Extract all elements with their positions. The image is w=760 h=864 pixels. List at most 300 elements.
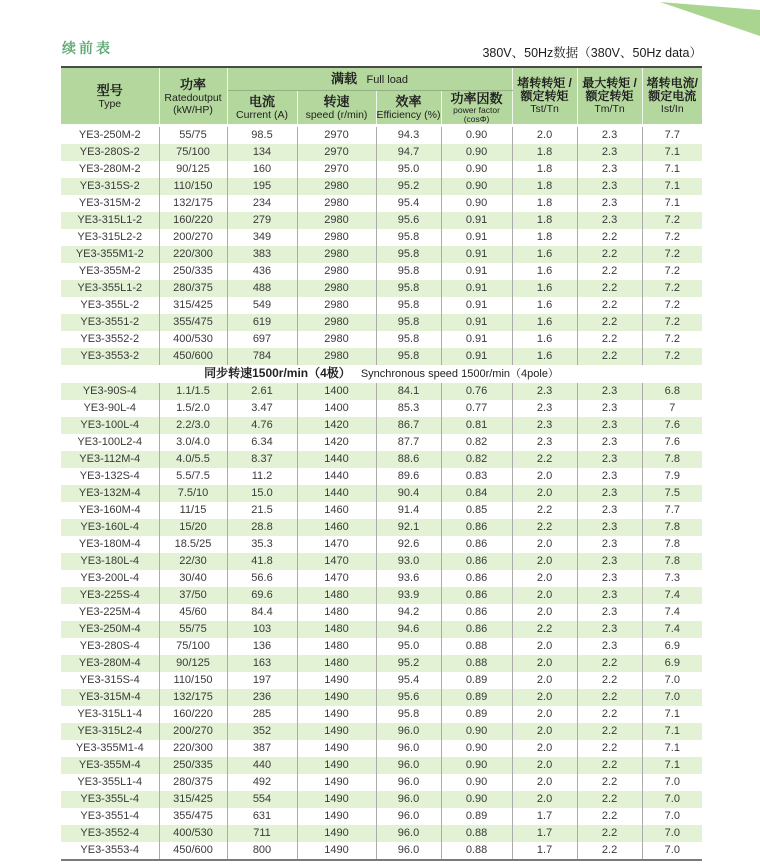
- spec-cell: 2.0: [512, 485, 577, 502]
- spec-cell: 1490: [297, 689, 376, 706]
- spec-row: [61, 621, 702, 638]
- spec-cell: 1.6: [512, 263, 577, 280]
- spec-cell: 96.0: [376, 723, 441, 740]
- spec-cell: 2.2: [577, 723, 642, 740]
- spec-cell: 2.3: [577, 161, 642, 178]
- spec-cell: 96.0: [376, 757, 441, 774]
- spec-cell: 2980: [297, 280, 376, 297]
- spec-cell: 492: [227, 774, 297, 791]
- spec-cell: 0.88: [441, 842, 512, 860]
- spec-row: [61, 144, 702, 161]
- spec-cell: 250/335: [159, 263, 227, 280]
- spec-cell: 1460: [297, 502, 376, 519]
- spec-cell: 2980: [297, 314, 376, 331]
- spec-cell: 383: [227, 246, 297, 263]
- spec-row: [61, 536, 702, 553]
- spec-cell: YE3-3553-4: [61, 842, 159, 860]
- col-header-efficiency-en: Efficiency (%): [376, 109, 441, 121]
- spec-cell: YE3-315S-2: [61, 178, 159, 195]
- spec-cell: YE3-355M1-2: [61, 246, 159, 263]
- spec-cell: YE3-315L2-4: [61, 723, 159, 740]
- spec-cell: 96.0: [376, 842, 441, 860]
- spec-cell: 2.2: [577, 263, 642, 280]
- spec-cell: 7.1: [642, 740, 702, 757]
- spec-cell: 75/100: [159, 144, 227, 161]
- spec-cell: 22/30: [159, 553, 227, 570]
- spec-cell: YE3-132M-4: [61, 485, 159, 502]
- spec-cell: 2.3: [577, 485, 642, 502]
- spec-cell: 1490: [297, 825, 376, 842]
- col-header-efficiency-cn: 效率: [395, 94, 422, 109]
- spec-cell: 8.37: [227, 451, 297, 468]
- spec-cell: 1490: [297, 672, 376, 689]
- spec-cell: 2980: [297, 348, 376, 365]
- spec-cell: 0.91: [441, 229, 512, 246]
- spec-row: [61, 553, 702, 570]
- spec-cell: 1.5/2.0: [159, 400, 227, 417]
- spec-cell: 96.0: [376, 740, 441, 757]
- spec-row: [61, 655, 702, 672]
- spec-cell: 2.2: [512, 502, 577, 519]
- spec-cell: YE3-200L-4: [61, 570, 159, 587]
- spec-cell: 37/50: [159, 587, 227, 604]
- spec-cell: 2.2: [512, 519, 577, 536]
- spec-cell: 488: [227, 280, 297, 297]
- spec-cell: 1480: [297, 587, 376, 604]
- spec-cell: YE3-3551-4: [61, 808, 159, 825]
- spec-cell: 7.2: [642, 331, 702, 348]
- spec-cell: YE3-355M-2: [61, 263, 159, 280]
- spec-cell: 2.3: [577, 417, 642, 434]
- motor-spec-table: [61, 66, 702, 861]
- spec-cell: 7.1: [642, 195, 702, 212]
- col-header-speed-cn: 转速: [323, 94, 350, 109]
- spec-row: [61, 672, 702, 689]
- spec-cell: 0.89: [441, 706, 512, 723]
- spec-cell: 7.0: [642, 791, 702, 808]
- spec-cell: YE3-315L1-2: [61, 212, 159, 229]
- spec-cell: 7.5: [642, 485, 702, 502]
- spec-cell: 55/75: [159, 621, 227, 638]
- col-header-speed-en: speed (r/min): [305, 109, 368, 121]
- spec-cell: 94.6: [376, 621, 441, 638]
- spec-cell: 0.86: [441, 604, 512, 621]
- spec-cell: 7.3: [642, 570, 702, 587]
- spec-cell: 0.90: [441, 740, 512, 757]
- spec-cell: 95.8: [376, 246, 441, 263]
- spec-cell: 2.3: [577, 536, 642, 553]
- spec-cell: 0.83: [441, 468, 512, 485]
- col-header-tm-cn1: 最大转矩 /: [582, 76, 637, 90]
- spec-cell: 2.2: [577, 791, 642, 808]
- spec-cell: 2.0: [512, 553, 577, 570]
- spec-cell: 0.88: [441, 638, 512, 655]
- spec-row: [61, 689, 702, 706]
- spec-cell: YE3-315M-4: [61, 689, 159, 706]
- spec-cell: 6.9: [642, 655, 702, 672]
- spec-cell: 2.2: [577, 229, 642, 246]
- section-separator-en: Synchronous speed 1500r/min（4pole）: [360, 368, 559, 380]
- spec-cell: 7.2: [642, 246, 702, 263]
- spec-cell: 0.85: [441, 502, 512, 519]
- spec-cell: 2.0: [512, 706, 577, 723]
- spec-cell: 0.76: [441, 383, 512, 400]
- spec-row: [61, 229, 702, 246]
- col-header-tm: [577, 67, 642, 126]
- spec-cell: 0.91: [441, 263, 512, 280]
- spec-cell: 7.0: [642, 808, 702, 825]
- spec-cell: 1490: [297, 723, 376, 740]
- spec-row: [61, 740, 702, 757]
- spec-cell: 2.3: [512, 434, 577, 451]
- spec-cell: 387: [227, 740, 297, 757]
- spec-cell: 95.0: [376, 161, 441, 178]
- spec-cell: 2.2: [577, 825, 642, 842]
- spec-cell: YE3-225M-4: [61, 604, 159, 621]
- spec-cell: 2.0: [512, 723, 577, 740]
- spec-cell: 2.61: [227, 383, 297, 400]
- spec-row: [61, 468, 702, 485]
- spec-cell: 35.3: [227, 536, 297, 553]
- spec-cell: YE3-100L2-4: [61, 434, 159, 451]
- spec-cell: 7.6: [642, 434, 702, 451]
- spec-cell: YE3-355M1-4: [61, 740, 159, 757]
- spec-cell: 0.91: [441, 280, 512, 297]
- spec-cell: 30/40: [159, 570, 227, 587]
- spec-cell: 163: [227, 655, 297, 672]
- col-header-full-load-en: Full load: [366, 74, 409, 86]
- spec-row: [61, 383, 702, 400]
- spec-cell: 1440: [297, 468, 376, 485]
- spec-cell: 1490: [297, 774, 376, 791]
- spec-cell: 94.3: [376, 126, 441, 145]
- spec-row: [61, 178, 702, 195]
- spec-cell: 2.0: [512, 757, 577, 774]
- spec-cell: 0.89: [441, 689, 512, 706]
- spec-cell: 2.0: [512, 126, 577, 145]
- spec-cell: 110/150: [159, 178, 227, 195]
- spec-cell: 280/375: [159, 280, 227, 297]
- spec-cell: YE3-225S-4: [61, 587, 159, 604]
- spec-cell: 2.3: [577, 638, 642, 655]
- spec-cell: 160: [227, 161, 297, 178]
- spec-row: [61, 280, 702, 297]
- spec-cell: 279: [227, 212, 297, 229]
- spec-cell: 7.7: [642, 502, 702, 519]
- spec-cell: 2.3: [577, 451, 642, 468]
- spec-cell: 2980: [297, 331, 376, 348]
- spec-cell: 28.8: [227, 519, 297, 536]
- spec-cell: 2.2: [577, 774, 642, 791]
- spec-cell: 2.2: [577, 655, 642, 672]
- spec-cell: 92.6: [376, 536, 441, 553]
- spec-cell: 1490: [297, 791, 376, 808]
- spec-cell: 2.2: [577, 314, 642, 331]
- spec-cell: 0.90: [441, 723, 512, 740]
- spec-cell: 1.8: [512, 144, 577, 161]
- spec-cell: 15.0: [227, 485, 297, 502]
- spec-cell: 0.86: [441, 519, 512, 536]
- spec-cell: 2.0: [512, 740, 577, 757]
- spec-cell: 2.3: [512, 383, 577, 400]
- spec-cell: 5.5/7.5: [159, 468, 227, 485]
- spec-cell: 2.2: [577, 689, 642, 706]
- spec-cell: 7.8: [642, 553, 702, 570]
- spec-cell: 7.2: [642, 348, 702, 365]
- spec-row: [61, 212, 702, 229]
- spec-row: [61, 485, 702, 502]
- spec-cell: 7.0: [642, 774, 702, 791]
- spec-cell: YE3-280S-2: [61, 144, 159, 161]
- spec-cell: 11.2: [227, 468, 297, 485]
- spec-cell: YE3-315L1-4: [61, 706, 159, 723]
- spec-row: [61, 757, 702, 774]
- spec-cell: YE3-355M-4: [61, 757, 159, 774]
- col-header-tst-cn1: 堵转转矩 /: [517, 76, 572, 90]
- spec-cell: 2.2: [577, 280, 642, 297]
- spec-cell: 1.8: [512, 195, 577, 212]
- col-header-tm-en: Tm/Tn: [594, 103, 625, 115]
- spec-cell: 88.6: [376, 451, 441, 468]
- spec-cell: 315/425: [159, 297, 227, 314]
- spec-cell: 0.90: [441, 144, 512, 161]
- spec-cell: 84.1: [376, 383, 441, 400]
- spec-cell: 7.2: [642, 229, 702, 246]
- spec-cell: 0.81: [441, 417, 512, 434]
- spec-cell: YE3-3553-2: [61, 348, 159, 365]
- spec-cell: 7.2: [642, 263, 702, 280]
- col-header-tst-cn2: 额定转矩: [520, 89, 569, 103]
- spec-cell: 619: [227, 314, 297, 331]
- spec-cell: 7.1: [642, 706, 702, 723]
- spec-cell: 0.91: [441, 246, 512, 263]
- spec-cell: 7.1: [642, 757, 702, 774]
- spec-cell: 95.6: [376, 689, 441, 706]
- spec-cell: 132/175: [159, 689, 227, 706]
- spec-cell: 15/20: [159, 519, 227, 536]
- col-header-full-load-cn: 满载: [331, 71, 358, 86]
- spec-cell: 1470: [297, 536, 376, 553]
- spec-cell: YE3-3551-2: [61, 314, 159, 331]
- spec-cell: 1.6: [512, 314, 577, 331]
- spec-cell: 2.3: [577, 570, 642, 587]
- spec-cell: 2.0: [512, 672, 577, 689]
- spec-cell: 2.3: [577, 178, 642, 195]
- spec-cell: 0.90: [441, 774, 512, 791]
- spec-cell: 91.4: [376, 502, 441, 519]
- spec-cell: 96.0: [376, 825, 441, 842]
- spec-cell: 197: [227, 672, 297, 689]
- spec-row: [61, 451, 702, 468]
- spec-cell: 7.6: [642, 417, 702, 434]
- spec-cell: 0.84: [441, 485, 512, 502]
- spec-cell: 11/15: [159, 502, 227, 519]
- spec-cell: 234: [227, 195, 297, 212]
- spec-cell: 2.2: [577, 672, 642, 689]
- col-header-power: [159, 67, 227, 126]
- spec-cell: 7.7: [642, 126, 702, 145]
- spec-cell: 0.91: [441, 212, 512, 229]
- spec-cell: 2970: [297, 126, 376, 145]
- spec-cell: 440: [227, 757, 297, 774]
- spec-cell: 1400: [297, 383, 376, 400]
- spec-cell: 110/150: [159, 672, 227, 689]
- spec-cell: 84.4: [227, 604, 297, 621]
- spec-cell: 2.2: [512, 621, 577, 638]
- spec-cell: 160/220: [159, 706, 227, 723]
- spec-cell: 2.0: [512, 570, 577, 587]
- spec-cell: YE3-355L1-2: [61, 280, 159, 297]
- spec-cell: 1490: [297, 757, 376, 774]
- spec-cell: YE3-160L-4: [61, 519, 159, 536]
- spec-cell: 2980: [297, 263, 376, 280]
- spec-cell: 1440: [297, 451, 376, 468]
- spec-cell: 2.3: [577, 126, 642, 145]
- col-header-pf-cn: 功率因数: [450, 91, 503, 106]
- spec-cell: 87.7: [376, 434, 441, 451]
- spec-cell: 2.0: [512, 638, 577, 655]
- spec-cell: 7.0: [642, 672, 702, 689]
- spec-row: [61, 791, 702, 808]
- col-header-tm-cn2: 额定转矩: [585, 89, 634, 103]
- col-header-ist-cn1: 堵转电流/: [646, 76, 698, 90]
- spec-cell: 93.6: [376, 570, 441, 587]
- spec-cell: 2.3: [577, 519, 642, 536]
- spec-cell: 56.6: [227, 570, 297, 587]
- spec-cell: YE3-315M-2: [61, 195, 159, 212]
- spec-cell: 0.82: [441, 451, 512, 468]
- spec-cell: 0.90: [441, 126, 512, 145]
- spec-cell: 0.86: [441, 587, 512, 604]
- spec-cell: 2.2: [577, 842, 642, 860]
- spec-cell: 0.91: [441, 314, 512, 331]
- spec-cell: YE3-180M-4: [61, 536, 159, 553]
- spec-cell: YE3-90L-4: [61, 400, 159, 417]
- spec-cell: 0.91: [441, 331, 512, 348]
- spec-cell: 103: [227, 621, 297, 638]
- spec-row: [61, 502, 702, 519]
- spec-row: [61, 297, 702, 314]
- spec-cell: 0.82: [441, 434, 512, 451]
- spec-cell: 0.86: [441, 553, 512, 570]
- spec-cell: 697: [227, 331, 297, 348]
- spec-cell: 2.3: [577, 553, 642, 570]
- spec-cell: 0.86: [441, 621, 512, 638]
- spec-cell: 349: [227, 229, 297, 246]
- spec-cell: 1490: [297, 740, 376, 757]
- spec-cell: 2.0: [512, 774, 577, 791]
- spec-row: [61, 638, 702, 655]
- spec-cell: 95.8: [376, 348, 441, 365]
- spec-cell: 69.6: [227, 587, 297, 604]
- spec-cell: 1.6: [512, 246, 577, 263]
- spec-cell: YE3-100L-4: [61, 417, 159, 434]
- spec-cell: 7.1: [642, 144, 702, 161]
- spec-cell: 2.3: [577, 587, 642, 604]
- spec-cell: YE3-355L-4: [61, 791, 159, 808]
- spec-cell: 95.0: [376, 638, 441, 655]
- spec-cell: 3.47: [227, 400, 297, 417]
- spec-cell: YE3-250M-4: [61, 621, 159, 638]
- spec-row: [61, 774, 702, 791]
- spec-cell: 2.3: [512, 417, 577, 434]
- col-header-ist-en: Ist/In: [660, 103, 684, 115]
- spec-cell: 1.8: [512, 178, 577, 195]
- spec-cell: 1490: [297, 842, 376, 860]
- spec-cell: 200/270: [159, 723, 227, 740]
- spec-cell: 96.0: [376, 791, 441, 808]
- col-header-current: [227, 91, 297, 126]
- spec-cell: 0.77: [441, 400, 512, 417]
- spec-cell: YE3-315S-4: [61, 672, 159, 689]
- col-header-power-factor: [441, 91, 512, 126]
- spec-cell: 220/300: [159, 740, 227, 757]
- spec-row: [61, 400, 702, 417]
- spec-cell: 0.90: [441, 161, 512, 178]
- spec-cell: 95.4: [376, 195, 441, 212]
- spec-cell: 95.8: [376, 331, 441, 348]
- spec-cell: 280/375: [159, 774, 227, 791]
- spec-cell: 2980: [297, 212, 376, 229]
- spec-row: [61, 348, 702, 365]
- spec-cell: 711: [227, 825, 297, 842]
- spec-cell: 7.0: [642, 689, 702, 706]
- spec-cell: 3.0/4.0: [159, 434, 227, 451]
- spec-row: [61, 263, 702, 280]
- spec-cell: 7.8: [642, 519, 702, 536]
- spec-cell: 0.90: [441, 791, 512, 808]
- spec-cell: 2980: [297, 297, 376, 314]
- spec-cell: 352: [227, 723, 297, 740]
- spec-row: [61, 808, 702, 825]
- spec-cell: 95.6: [376, 212, 441, 229]
- col-header-pf-unit: (cosΦ): [463, 114, 490, 124]
- col-header-power-cn: 功率: [179, 76, 206, 92]
- spec-cell: 0.89: [441, 808, 512, 825]
- spec-cell: 7.0: [642, 842, 702, 860]
- spec-cell: 7.2: [642, 280, 702, 297]
- spec-cell: 0.90: [441, 195, 512, 212]
- spec-cell: YE3-355L1-4: [61, 774, 159, 791]
- spec-cell: 315/425: [159, 791, 227, 808]
- spec-cell: 784: [227, 348, 297, 365]
- spec-cell: 134: [227, 144, 297, 161]
- page-subtitle: 380V、50Hz数据（380V、50Hz data）: [482, 46, 702, 60]
- spec-row: [61, 161, 702, 178]
- spec-cell: 7.1: [642, 161, 702, 178]
- spec-cell: 236: [227, 689, 297, 706]
- spec-cell: 7.8: [642, 451, 702, 468]
- spec-cell: 2.2: [577, 297, 642, 314]
- spec-cell: 18.5/25: [159, 536, 227, 553]
- spec-cell: 95.8: [376, 263, 441, 280]
- spec-cell: 2980: [297, 246, 376, 263]
- col-header-ist-cn2: 额定电流: [648, 89, 697, 103]
- spec-cell: 45/60: [159, 604, 227, 621]
- spec-cell: 0.90: [441, 178, 512, 195]
- col-header-tst-en: Tst/Tn: [530, 103, 559, 115]
- spec-cell: 1480: [297, 638, 376, 655]
- spec-cell: 2.0: [512, 655, 577, 672]
- spec-cell: 41.8: [227, 553, 297, 570]
- col-header-power-unit: (kW/HP): [173, 103, 213, 116]
- spec-cell: 2980: [297, 178, 376, 195]
- spec-row: [61, 842, 702, 860]
- spec-cell: YE3-315L2-2: [61, 229, 159, 246]
- spec-cell: 96.0: [376, 774, 441, 791]
- spec-cell: 400/530: [159, 331, 227, 348]
- spec-cell: 2.3: [577, 144, 642, 161]
